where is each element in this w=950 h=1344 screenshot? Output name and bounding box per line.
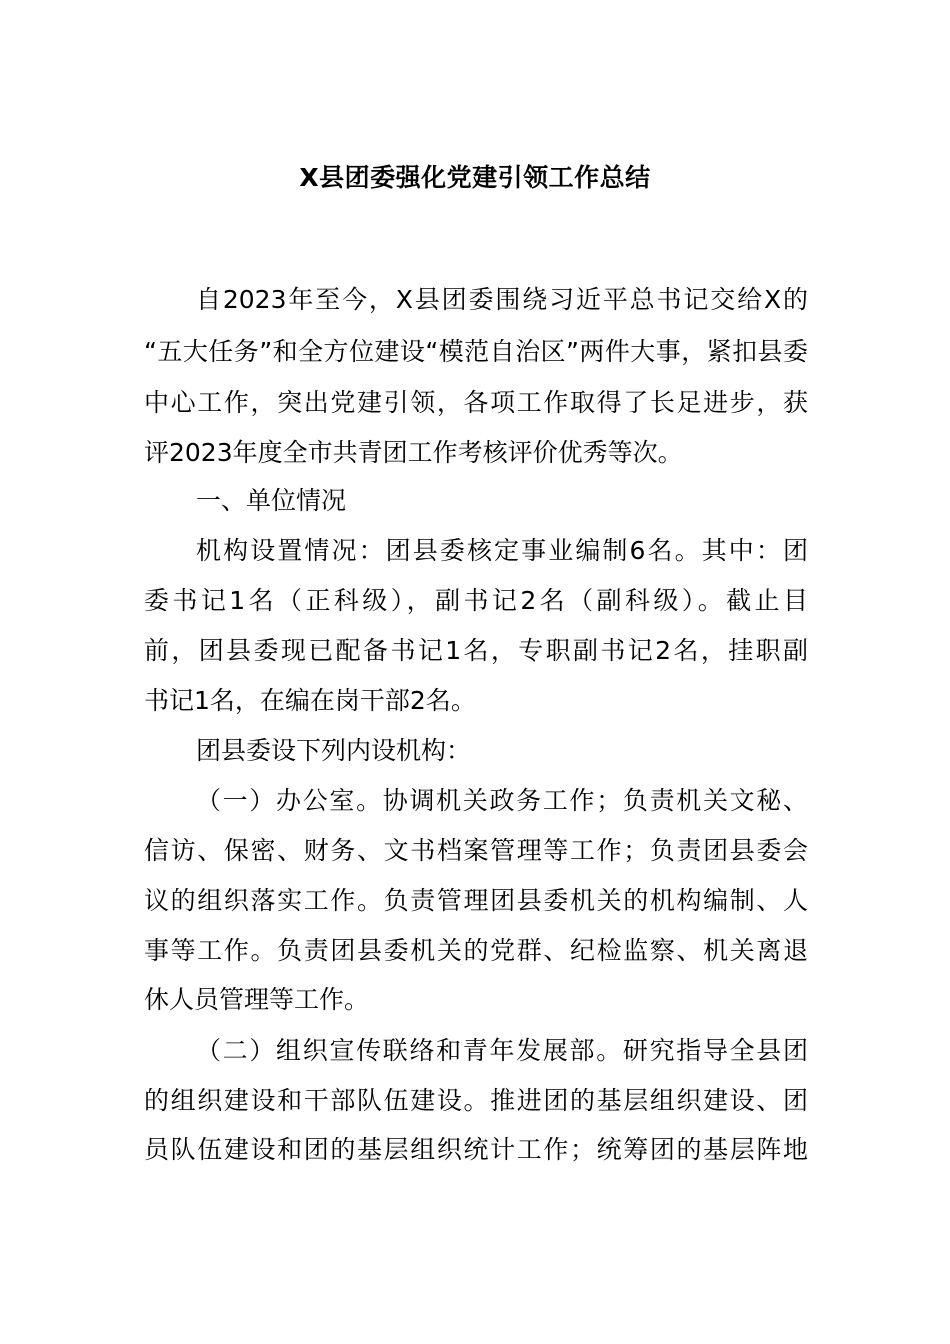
paragraph-line: 议的组织落实工作。负责管理团县委机关的机构编制、人 [144, 886, 808, 915]
paragraph-line: 评2023年度全市共青团工作考核评价优秀等次。 [144, 438, 683, 467]
paragraph-line: 前，团县委现已配备书记1名，专职副书记2名，挂职副 [144, 636, 808, 665]
paragraph-line: （二）组织宣传联络和青年发展部。研究指导全县团 [196, 1036, 808, 1065]
paragraph-line: 休人员管理等工作。 [144, 985, 370, 1014]
paragraph-line: 信访、保密、财务、文书档案管理等工作；负责团县委会 [144, 836, 808, 865]
paragraph-line: 团县委设下列内设机构： [196, 736, 472, 765]
paragraph-line: 员队伍建设和团的基层组织统计工作；统筹团的基层阵地 [144, 1135, 808, 1164]
document-title: X县团委强化党建引领工作总结 [299, 163, 651, 192]
paragraph-line: “五大任务”和全方位建设“模范自治区”两件大事，紧扣县委 [144, 337, 808, 366]
paragraph-line: 自2023年至今，X县团委围绕习近平总书记交给X的 [196, 285, 808, 314]
paragraph-line: 的组织建设和干部队伍建设。推进团的基层组织建设、团 [144, 1086, 808, 1115]
paragraph-line: 书记1名，在编在岗干部2名。 [144, 686, 476, 715]
section-heading: 一、单位情况 [196, 486, 347, 515]
paragraph-line: 机构设置情况：团县委核定事业编制6名。其中：团 [196, 536, 808, 565]
paragraph-line: （一）办公室。协调机关政务工作；负责机关文秘、 [196, 786, 808, 815]
paragraph-line: 事等工作。负责团县委机关的党群、纪检监察、机关离退 [144, 936, 808, 965]
paragraph-line: 委书记1名（正科级），副书记2名（副科级）。截止目 [144, 586, 808, 615]
paragraph-line: 中心工作，突出党建引领，各项工作取得了长足进步，获 [144, 388, 808, 417]
